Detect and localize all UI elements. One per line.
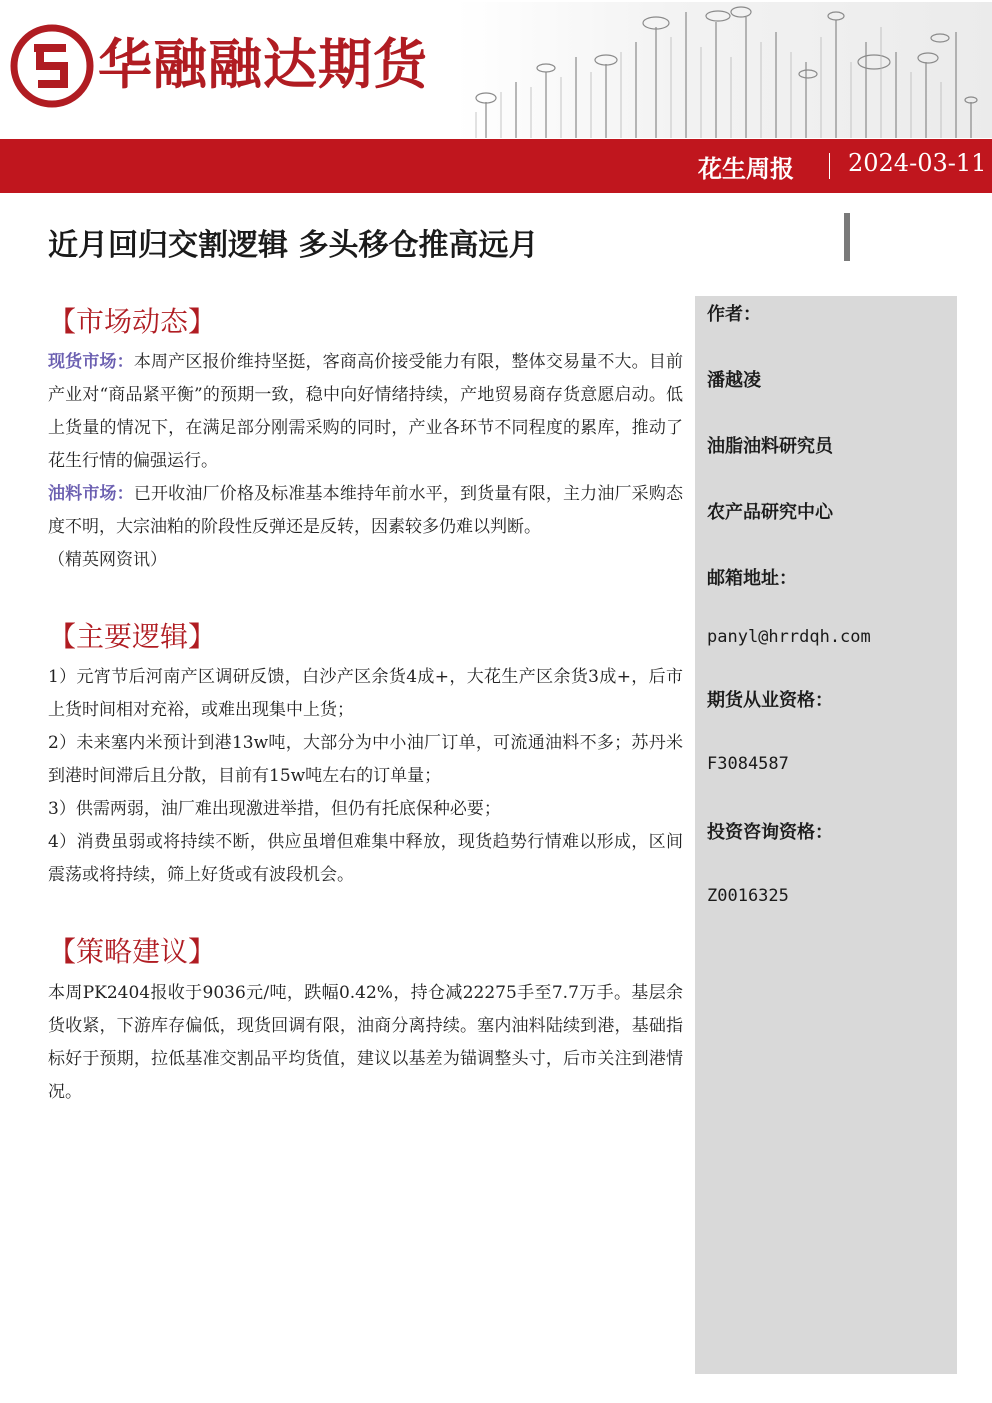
oil-market-text: 已开收油厂价格及标准基本维持年前水平，到货量有限，主力油厂采购态度不明，大宗油粕的阶段性反弹还是反转，因素较多仍难以判断。 [48,484,684,537]
banner-divider [829,153,830,179]
investment-qualification-label: 投资咨询资格： [707,822,833,843]
company-name: 华融融达期货 [98,33,428,96]
logic-point: 2）未来塞内米预计到港13w吨，大部分为中小油厂订单，可流通油料不多；苏丹米到港时间滞后且分散，目前有15w吨左右的订单量； [48,733,683,786]
logic-point: 3）供需两弱，油厂难出现激进举措，但仍有托底保种必要； [48,799,501,819]
company-logo-icon [10,24,94,108]
author-sidebar [695,296,957,1374]
report-date: 2024-03-11 [848,149,987,177]
logic-point: 4）消费虽弱或将持续不断，供应虽增但难集中释放，现货趋势行情难以形成，区间震荡或将持续，筛上好货或有波段机会。 [48,832,683,885]
email-label: 邮箱地址： [707,568,797,589]
oil-market-label: 油料市场： [48,484,134,504]
spot-market-label: 现货市场： [48,352,134,372]
report-headline: 近月回归交割逻辑 多头移仓推高远月 [48,228,539,263]
author-label: 作者： [707,304,761,325]
market-oil-paragraph [48,478,683,577]
author-title: 油脂油料研究员 [707,436,833,457]
futures-qualification-number: F3084587 [707,754,789,774]
logic-point: 1）元宵节后河南产区调研反馈，白沙产区余货4成+，大花生产区余货3成+，后市上货时间相对充裕，或难出现集中上货； [48,667,683,720]
header-decoration [456,2,992,138]
author-email[interactable]: panyl@hrrdqh.com [707,627,871,647]
author-name: 潘越凌 [707,370,761,391]
header-banner [0,139,992,193]
section-title-logic: 【主要逻辑】 [48,620,217,653]
headline-marker [844,213,850,261]
section-title-market: 【市场动态】 [48,305,217,338]
futures-qualification-label: 期货从业资格： [707,690,833,711]
section-title-strategy: 【策略建议】 [48,935,217,968]
strategy-paragraph: 本周PK2404报收于9036元/吨，跌幅0.42%，持仓减22275手至7.7万手。基层余货收紧，下游库存偏低，现货回调有限，油商分离持续。塞内油料陆续到港，基础指标好于预期，拉低基准交割品平均货值，建议以基差为锚调整头寸，后市关注到港情况。 [48,983,683,1102]
market-source: （精英网资讯） [48,550,167,570]
author-department: 农产品研究中心 [707,502,833,523]
investment-qualification-number: Z0016325 [707,886,789,906]
report-type: 花生周报 [698,155,794,183]
logic-list [48,661,683,892]
spot-market-text: 本周产区报价维持坚挺，客商高价接受能力有限，整体交易量不大。目前产业对“商品紧平衡”的预期一致，稳中向好情绪持续，产地贸易商存货意愿启动。低上货量的情况下，在满足部分刚需采购的同时，产业各环节不同程度的累库，推动了花生行情的偏强运行。 [48,352,684,471]
market-spot-paragraph [48,346,683,478]
